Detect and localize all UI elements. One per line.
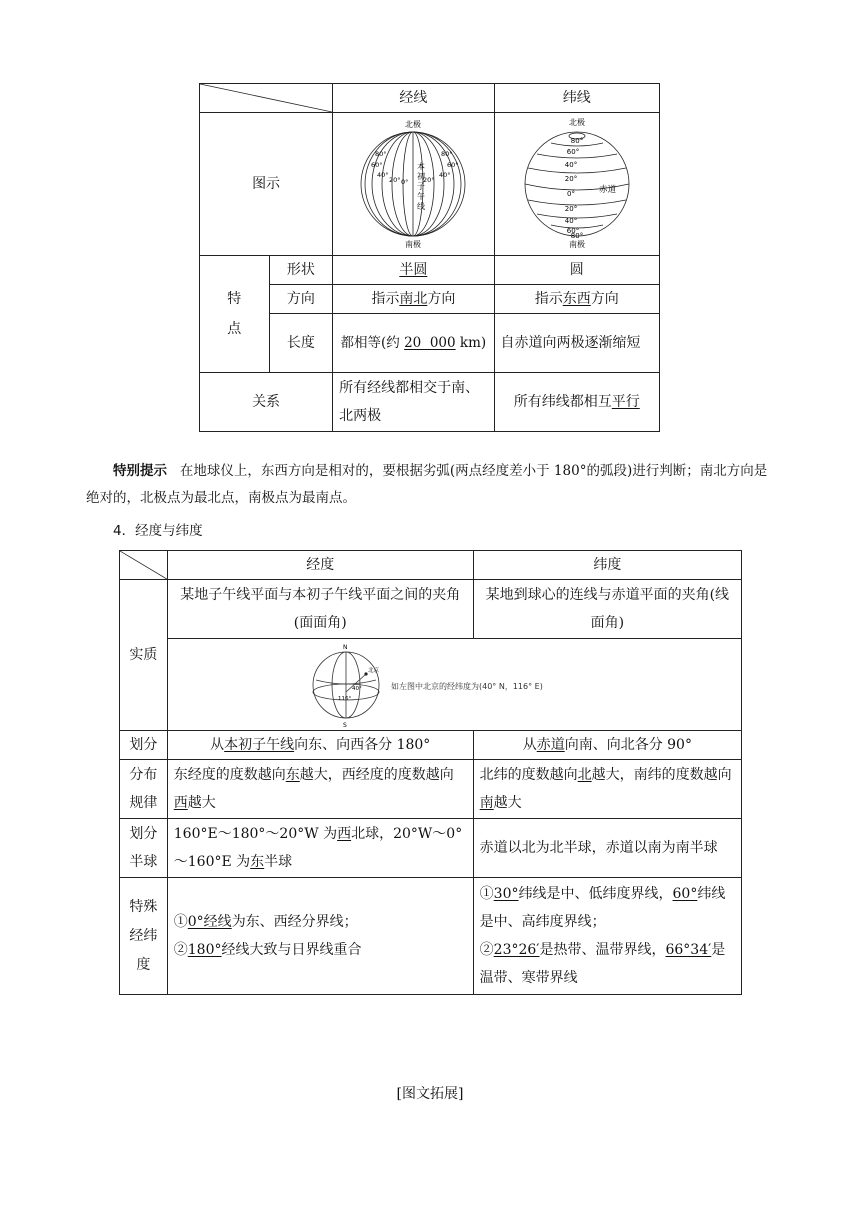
special-line xyxy=(174,936,467,964)
latitude-header: 纬度 xyxy=(473,551,741,580)
latitude-distribution xyxy=(473,760,741,819)
shape-label: 形状 xyxy=(269,256,333,285)
parallel-shape: 圆 xyxy=(494,256,659,285)
text: 都相等(约 xyxy=(340,335,405,351)
meridian-label: 20° xyxy=(423,176,435,184)
lat-angle-label: 40° xyxy=(351,685,362,692)
relation-label: 关系 xyxy=(200,373,333,432)
latitude-essence: 某地到球心的连线与赤道平面的夹角(线面角) xyxy=(473,580,741,639)
text: 越大，南纬的度数越向 xyxy=(591,767,732,783)
text: 为东、西经分界线； xyxy=(231,914,358,930)
text: 从 xyxy=(522,737,537,753)
meridian-relation: 所有经线都相交于南、北两极 xyxy=(333,373,494,432)
special-label xyxy=(120,878,168,995)
text: 向东、向西各分 180° xyxy=(294,737,431,753)
features-label xyxy=(200,256,270,373)
tip-text: 在地球仪上，东西方向是相对的，要根据劣弧(两点经度差小于 180°的弧段)进行判断；南北方向是绝对的，北极点为最北点，南极点为最南点。 xyxy=(86,463,768,506)
south-label: S xyxy=(342,721,347,729)
text: 越大，西经度的度数越向 xyxy=(299,767,454,783)
distribution-label xyxy=(120,760,168,819)
meridian-shape xyxy=(333,256,494,285)
prime-meridian-char: 午 xyxy=(417,192,426,201)
section-4-title: 4．经度与纬度 xyxy=(113,523,203,539)
text: ② xyxy=(479,942,494,958)
text: 纬线是中、低纬度界线， xyxy=(518,886,673,902)
meridian-shape-value: 半圆 xyxy=(399,262,428,278)
diagram-row-label: 图示 xyxy=(200,113,333,256)
prime-meridian-char: 本 xyxy=(417,162,426,171)
equator-label: 赤道 xyxy=(598,185,616,195)
parallel-diagram-cell xyxy=(494,113,659,256)
north-pole-label: 北极 xyxy=(568,118,585,127)
parallel-header: 纬线 xyxy=(494,84,659,113)
latitude-hemisphere: 赤道以北为北半球，赤道以南为南半球 xyxy=(473,819,741,878)
special-line xyxy=(480,880,735,936)
south-pole-label: 南极 xyxy=(405,240,422,249)
latitude-special xyxy=(473,878,741,995)
longitude-hemisphere xyxy=(167,819,473,878)
prime-meridian-char: 线 xyxy=(417,202,426,211)
tip-label: 特别提示 xyxy=(113,463,167,479)
meridian-header: 经线 xyxy=(333,84,494,113)
beijing-coordinates-figure xyxy=(168,640,731,730)
longitude-distribution xyxy=(167,760,473,819)
underlined-answer: 东 xyxy=(250,854,265,870)
latitude-label: 60° xyxy=(566,148,579,156)
text: 纬线是中、高纬度界线； xyxy=(479,886,726,930)
diagonal-header-cell xyxy=(200,84,333,113)
meridian-label: 80° xyxy=(441,150,453,158)
underlined-answer: 南 xyxy=(479,795,494,811)
underlined-answer: 西 xyxy=(173,795,188,811)
latitude-label: 20° xyxy=(564,175,577,183)
text: 越大 xyxy=(493,795,522,811)
hemisphere-label xyxy=(120,819,168,878)
city-label: 北京 xyxy=(367,667,379,674)
underlined-answer: 北 xyxy=(577,767,592,783)
text: 160°E～180°～20°W 为 xyxy=(173,826,338,842)
meridian-direction xyxy=(333,285,494,314)
text: 指示 xyxy=(371,291,400,307)
text: 经线大致与日界线重合 xyxy=(221,942,362,958)
special-tip xyxy=(86,458,776,512)
diagonal-header-cell xyxy=(120,551,168,580)
underlined-answer: 东 xyxy=(285,767,300,783)
text: 指示 xyxy=(534,291,563,307)
latitude-label: 40° xyxy=(564,217,577,225)
meridian-label: 60° xyxy=(447,161,459,169)
underlined-answer: 66°34′ xyxy=(665,942,712,958)
text: 划分半球 xyxy=(129,826,158,870)
text: 是温带、寒带界线 xyxy=(479,942,726,986)
text: 从 xyxy=(210,737,225,753)
north-pole-label: 北极 xyxy=(405,120,422,129)
latitude-label: 80° xyxy=(570,137,583,145)
text: 是热带、温带界线， xyxy=(539,942,666,958)
underlined-answer: 23°26′ xyxy=(493,942,540,958)
underlined-answer: 0°经线 xyxy=(187,914,232,930)
figure-caption: 如左图中北京的经纬度为(40° N，116° E) xyxy=(390,681,543,691)
underlined-answer: 西 xyxy=(337,826,352,842)
latitude-label: 40° xyxy=(564,161,577,169)
parallel-globe-diagram xyxy=(507,116,647,252)
text: ① xyxy=(173,914,188,930)
longitude-essence: 某地子午线平面与本初子午线平面之间的夹角(面面角) xyxy=(167,580,473,639)
text: ① xyxy=(479,886,494,902)
text: 北球，20°W～0°～160°E 为 xyxy=(173,826,463,870)
meridian-label: 80° xyxy=(375,150,387,158)
underlined-answer: 180° xyxy=(187,942,222,958)
latitude-label: 0° xyxy=(566,190,575,198)
meridian-label: 40° xyxy=(439,171,451,179)
text: 北纬的度数越向 xyxy=(479,767,578,783)
prime-meridian-char: 初 xyxy=(417,172,426,181)
lon-angle-label: 116° xyxy=(337,695,352,702)
longitude-special xyxy=(167,878,473,995)
text: 方向 xyxy=(427,291,456,307)
north-label: N xyxy=(342,643,348,651)
essence-label: 实质 xyxy=(120,580,168,731)
text: ② xyxy=(173,942,188,958)
text: 方向 xyxy=(590,291,619,307)
prime-meridian-char: 子 xyxy=(417,182,426,191)
parallel-relation xyxy=(494,373,659,432)
meridian-label: 60° xyxy=(371,161,383,169)
meridian-length xyxy=(333,314,494,373)
parallel-direction xyxy=(494,285,659,314)
text: 半球 xyxy=(264,854,293,870)
text: 特殊经纬度 xyxy=(129,898,158,973)
text: km) xyxy=(455,335,487,351)
underlined-answer: 20 000 xyxy=(404,335,456,351)
latitude-label: 80° xyxy=(570,232,583,240)
meridian-parallel-table xyxy=(199,83,660,432)
latitude-label: 60° xyxy=(566,227,579,235)
latitude-division xyxy=(473,731,741,760)
division-label: 划分 xyxy=(120,731,168,760)
underlined-answer: 60° xyxy=(672,886,698,902)
underlined-answer: 30° xyxy=(493,886,519,902)
direction-label: 方向 xyxy=(269,285,333,314)
underlined-answer: 本初子午线 xyxy=(224,737,295,753)
text: 东经度的度数越向 xyxy=(173,767,286,783)
meridian-label: 20° xyxy=(389,176,401,184)
longitude-division xyxy=(167,731,473,760)
features-label-text: 特点 xyxy=(227,291,242,337)
text: 所有纬线都相互 xyxy=(513,394,612,410)
underlined-answer: 东西 xyxy=(562,291,591,307)
text: 越大 xyxy=(187,795,216,811)
essence-figure-cell xyxy=(167,639,741,731)
longitude-latitude-table xyxy=(119,550,742,995)
meridian-label: 40° xyxy=(377,171,389,179)
length-label: 长度 xyxy=(269,314,333,373)
special-line xyxy=(480,936,735,992)
text: 向南、向北各分 90° xyxy=(564,737,692,753)
underlined-answer: 南北 xyxy=(399,291,428,307)
south-pole-label: 南极 xyxy=(568,240,585,249)
meridian-diagram-cell xyxy=(333,113,494,256)
longitude-header: 经度 xyxy=(167,551,473,580)
underlined-answer: 平行 xyxy=(611,394,640,410)
section-footer: [图文拓展] xyxy=(396,1086,464,1102)
meridian-globe-diagram xyxy=(343,116,483,252)
parallel-length: 自赤道向两极逐渐缩短 xyxy=(494,314,659,373)
special-line xyxy=(174,908,467,936)
meridian-label: 0° xyxy=(401,178,409,186)
underlined-answer: 赤道 xyxy=(536,737,565,753)
text: 分布规律 xyxy=(129,767,158,811)
latitude-label: 20° xyxy=(564,205,577,213)
